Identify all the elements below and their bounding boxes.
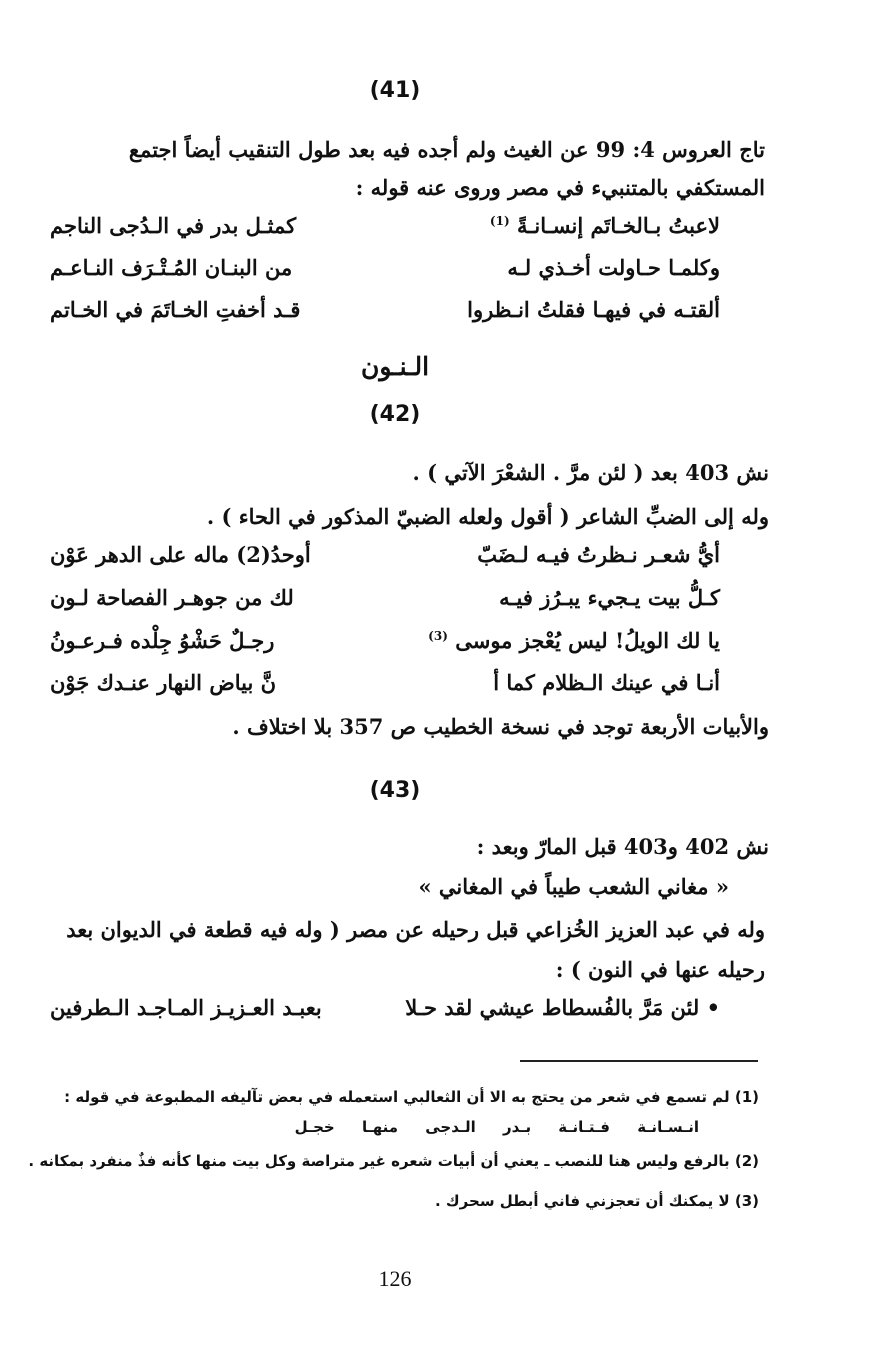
verse-41-2 (30, 255, 720, 295)
section-43-intro-line-3: وله في عبد العزيز الخُزاعي قبل رحيله عن مصر ( وله فيه قطعة في الديوان بعد (66, 917, 765, 942)
hemistich-first: أيُّ شعـر نـظرتُ فيـه لـضَبّ (477, 542, 720, 567)
hemistich-second: نَّ بياض النهار عنـدك جَوْن (50, 670, 277, 695)
section-42-intro-line-1: نش 403 بعد ( لئن مرَّ . الشعْرَ الآتي ) . (412, 460, 769, 485)
hemistich-second: كمثـل بدر في الـدُجى الناجم (50, 213, 297, 238)
section-43-intro-line-1: نش 402 و403 قبل المارّ وبعد : (476, 834, 769, 859)
footnote-ref-1: (1) (489, 214, 510, 228)
footnote-separator (520, 1060, 758, 1062)
section-number-41: (41) (369, 78, 421, 103)
section-43-quote: « مغاني الشعب طيباً في المغاني » (418, 874, 729, 899)
page-number: 126 (378, 1266, 412, 1291)
footnote-1: (1) لم تسمع في شعر من يحتج به الا أن الثعالبي استعمله في بعض تآليفه المطبوعة في قوله : (64, 1088, 759, 1106)
hemistich-second: قـد أخفتِ الخـاتَمَ في الخـاتم (50, 297, 301, 322)
verse-42-4 (30, 670, 720, 710)
section-number-43: (43) (369, 778, 421, 803)
section-43-intro-line-4: رحيله عنها في النون ) : (555, 957, 765, 982)
verse-42-2 (30, 585, 720, 625)
hemistich-first: أنـا في عينك الـظلام كما أ (493, 670, 720, 695)
verse-41-3 (30, 297, 720, 337)
footnote-2: (2) بالرفع وليس هنا للنصب ـ يعني أن أبيات شعره غير متراصة وكل بيت منها كأنه فذٌ منفرد بمكانه . (28, 1152, 759, 1170)
hemistich-first: لاعبتُ بـالخـاتَم إنسـانـةً $^{(1)}$ (489, 213, 720, 238)
hemistich-first: • لئن مَرَّ بالفُسطاط عيشي لقد حـلا (405, 995, 720, 1020)
hemistich-second: من البنـان المُـتْـرَف النـاعـم (50, 255, 293, 280)
footnote-ref-3: (3) (428, 629, 448, 643)
hemistich-second: لك من جوهـر الفصاحة لـون (50, 585, 294, 610)
hemistich-first: كـلُّ بيت يـجيء يبـرُز فيـه (499, 585, 720, 610)
chapter-heading-nun: الـنـون (360, 352, 430, 381)
section-41-intro-line-2: المستكفي بالمتنبيء في مصر وروى عنه قوله : (355, 175, 765, 200)
hemistich-second: أوحدُ(2) ماله على الدهر عَوْن (50, 542, 311, 567)
hemistich-first: وكلمـا حـاولت أخـذي لـه (507, 255, 720, 280)
verse-43-1 (30, 995, 720, 1035)
verse-41-1 (30, 213, 720, 253)
footnote-3: (3) لا يمكنك أن تعجزني فاني أبطل سحرك . (435, 1192, 759, 1210)
verse-42-1 (30, 542, 720, 582)
verse-42-3 (30, 628, 720, 668)
hemistich-first: يا لك الويلُ! ليس يُعْجز موسى $^{(3)}$ (428, 628, 720, 653)
hemistich-first: ألقتـه في فيهـا فقلتُ انـظروا (467, 297, 720, 322)
section-42-outro: والأبيات الأربعة توجد في نسخة الخطيب ص 357 بلا اختلاف . (232, 714, 769, 739)
section-42-intro-line-2: وله إلى الضبِّ الشاعر ( أقول ولعله الضبيّ المذكور في الحاء ) . (206, 504, 769, 529)
hemistich-second: بعبـد العـزيـز المـاجـد الـطرفين (50, 995, 322, 1020)
section-number-42: (42) (369, 402, 421, 427)
section-41-intro-line-1: تاج العروس 4: 99 عن الغيث ولم أجده فيه بعد طول التنقيب أيضاً اجتمع (128, 137, 765, 162)
hemistich-second: رجـلٌ حَشْوُ جِلْده فـرعـونُ (50, 628, 275, 653)
footnote-1-verse: انـسـانـة فـتـانـة بـدر الـدجى منهـا خجـل (294, 1118, 699, 1136)
